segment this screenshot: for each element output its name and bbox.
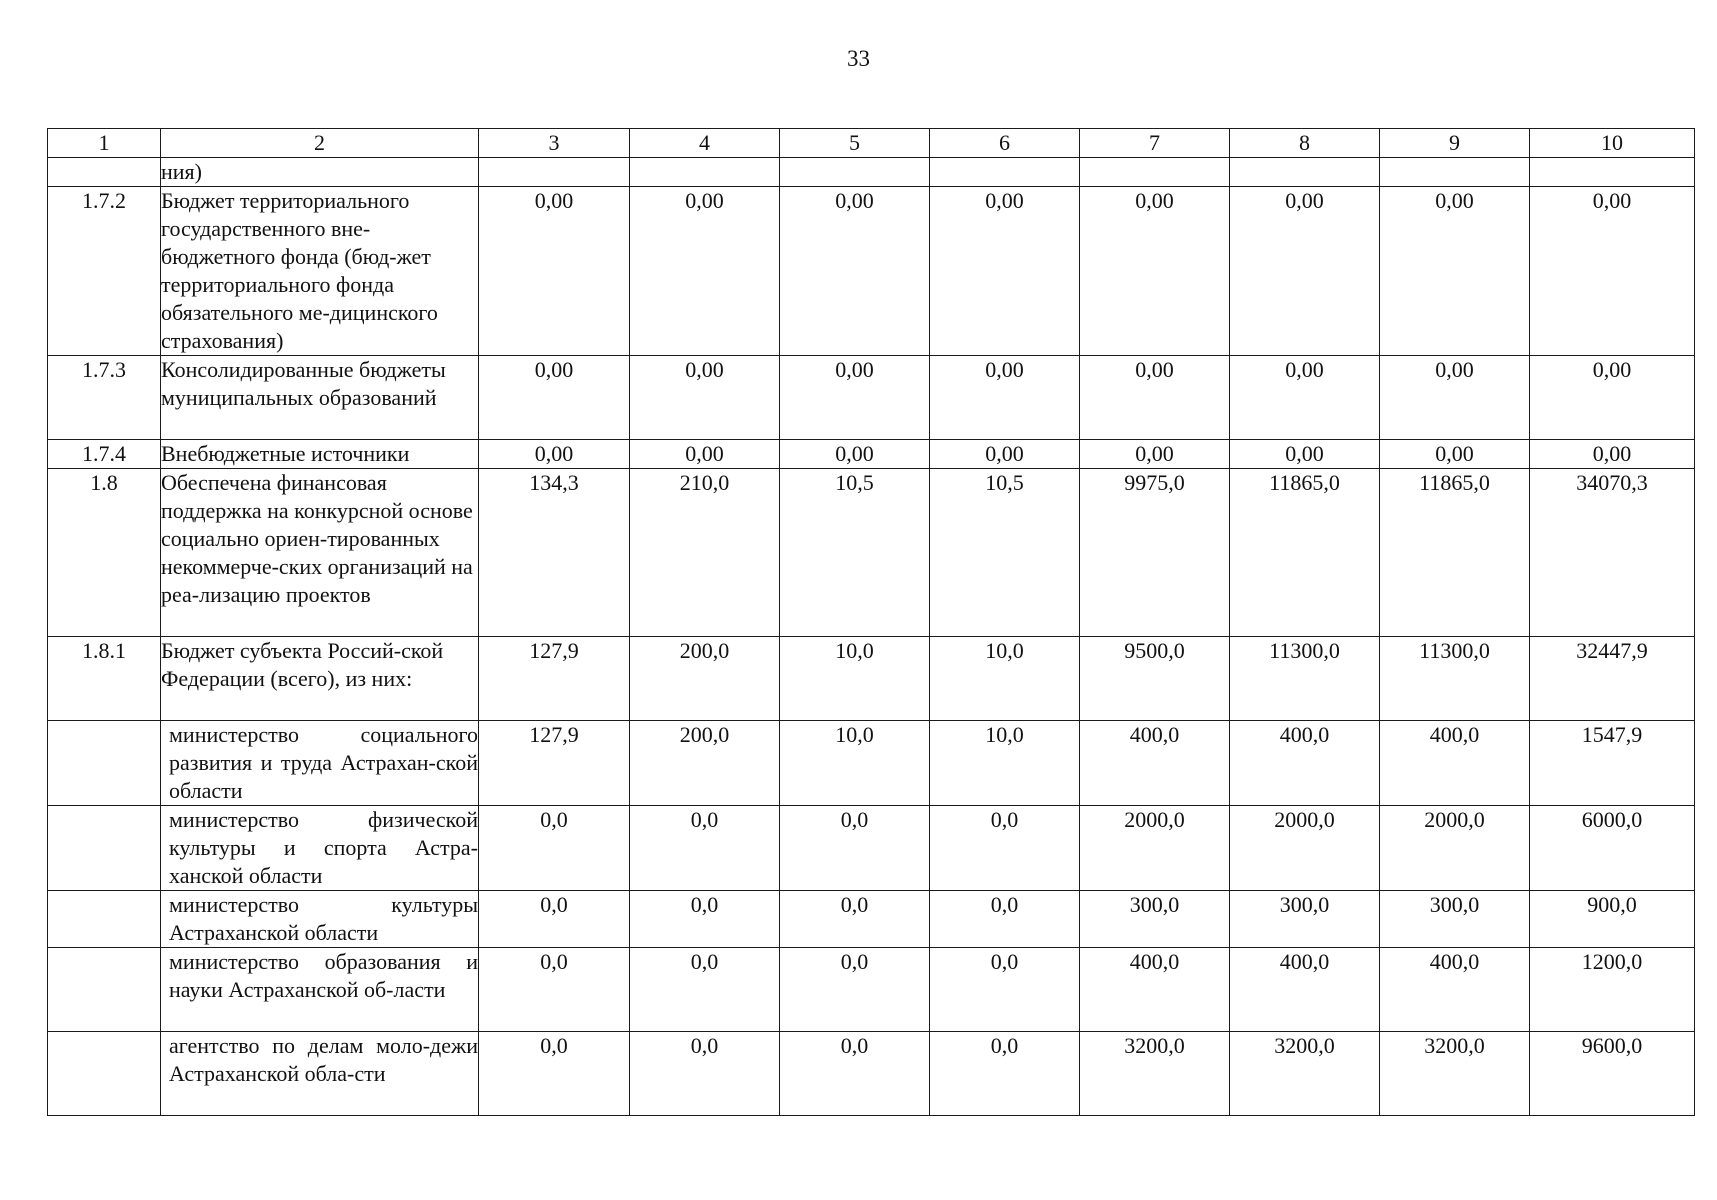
value-cell: 0,00 — [479, 356, 630, 440]
value-cell: 300,0 — [1380, 891, 1530, 948]
value-cell: 2000,0 — [1380, 806, 1530, 891]
value-cell: 0,00 — [780, 356, 930, 440]
value-cell: 0,00 — [479, 440, 630, 469]
column-header: 10 — [1530, 129, 1695, 158]
value-cell: 0,00 — [1230, 440, 1380, 469]
table-row — [48, 806, 1695, 891]
value-cell: 0,0 — [930, 1032, 1080, 1116]
value-cell: 10,5 — [930, 469, 1080, 637]
value-cell: 400,0 — [1080, 721, 1230, 806]
value-cell: 127,9 — [479, 721, 630, 806]
value-cell: 0,00 — [1380, 440, 1530, 469]
table-row — [48, 721, 1695, 806]
value-cell: 0,0 — [479, 806, 630, 891]
value-cell: 0,00 — [1080, 187, 1230, 356]
value-cell: 0,00 — [930, 440, 1080, 469]
value-cell: 400,0 — [1230, 948, 1380, 1032]
row-code-cell — [48, 721, 161, 806]
value-cell: 0,00 — [1230, 187, 1380, 356]
column-header: 6 — [930, 129, 1080, 158]
table-row — [48, 1032, 1695, 1116]
value-cell — [1380, 158, 1530, 187]
value-cell: 0,0 — [780, 806, 930, 891]
column-header: 3 — [479, 129, 630, 158]
value-cell: 0,0 — [780, 1032, 930, 1116]
value-cell: 134,3 — [479, 469, 630, 637]
value-cell: 400,0 — [1230, 721, 1380, 806]
value-cell: 210,0 — [630, 469, 780, 637]
value-cell — [630, 158, 780, 187]
row-name-cell: министерство образования и науки Астраханской об-ласти — [161, 948, 479, 1032]
value-cell: 900,0 — [1530, 891, 1695, 948]
column-header: 9 — [1380, 129, 1530, 158]
row-code-cell: 1.8.1 — [48, 637, 161, 721]
column-header: 1 — [48, 129, 161, 158]
table-row — [48, 948, 1695, 1032]
value-cell: 400,0 — [1380, 948, 1530, 1032]
value-cell: 10,0 — [930, 721, 1080, 806]
column-header: 5 — [780, 129, 930, 158]
row-name-cell: министерство культуры Астраханской области — [161, 891, 479, 948]
table-row — [48, 187, 1695, 356]
value-cell: 0,00 — [479, 187, 630, 356]
row-name-cell: ния) — [161, 158, 479, 187]
page-number: 33 — [847, 46, 870, 71]
value-cell: 11300,0 — [1230, 637, 1380, 721]
value-cell: 0,00 — [630, 187, 780, 356]
budget-table — [47, 128, 1695, 1116]
row-name-cell: министерство физической культуры и спорта Астра-ханской области — [161, 806, 479, 891]
value-cell: 0,00 — [1230, 356, 1380, 440]
value-cell: 0,0 — [930, 891, 1080, 948]
table-row — [48, 356, 1695, 440]
value-cell: 0,00 — [630, 356, 780, 440]
value-cell — [930, 158, 1080, 187]
value-cell: 200,0 — [630, 637, 780, 721]
value-cell: 300,0 — [1230, 891, 1380, 948]
row-name-cell: Бюджет субъекта Россий-ской Федерации (всего), из них: — [161, 637, 479, 721]
value-cell: 0,0 — [780, 891, 930, 948]
column-header: 8 — [1230, 129, 1380, 158]
row-code-cell — [48, 948, 161, 1032]
row-name-cell: Бюджет территориального государственного вне-бюджетного фонда (бюд-жет территориального фонда обязательного ме-дицинского страхования) — [161, 187, 479, 356]
value-cell: 10,5 — [780, 469, 930, 637]
value-cell: 0,00 — [1380, 356, 1530, 440]
row-name-cell: Консолидированные бюджеты муниципальных образований — [161, 356, 479, 440]
value-cell: 0,00 — [780, 440, 930, 469]
row-code-cell — [48, 891, 161, 948]
table-body — [48, 158, 1695, 1116]
value-cell: 200,0 — [630, 721, 780, 806]
column-header: 4 — [630, 129, 780, 158]
value-cell: 0,0 — [930, 806, 1080, 891]
value-cell — [780, 158, 930, 187]
row-code-cell: 1.7.2 — [48, 187, 161, 356]
table-row — [48, 637, 1695, 721]
value-cell: 0,0 — [930, 948, 1080, 1032]
value-cell: 300,0 — [1080, 891, 1230, 948]
value-cell: 0,00 — [930, 187, 1080, 356]
row-code-cell: 1.7.4 — [48, 440, 161, 469]
row-name-cell: Внебюджетные источники — [161, 440, 479, 469]
value-cell: 11865,0 — [1230, 469, 1380, 637]
table-row — [48, 891, 1695, 948]
column-header: 2 — [161, 129, 479, 158]
value-cell: 3200,0 — [1380, 1032, 1530, 1116]
table-row — [48, 469, 1695, 637]
value-cell — [1080, 158, 1230, 187]
value-cell: 1547,9 — [1530, 721, 1695, 806]
value-cell: 9500,0 — [1080, 637, 1230, 721]
value-cell: 0,0 — [780, 948, 930, 1032]
value-cell: 0,0 — [479, 891, 630, 948]
value-cell: 34070,3 — [1530, 469, 1695, 637]
value-cell: 11865,0 — [1380, 469, 1530, 637]
table-row — [48, 440, 1695, 469]
value-cell: 0,00 — [1530, 187, 1695, 356]
value-cell: 6000,0 — [1530, 806, 1695, 891]
value-cell: 3200,0 — [1230, 1032, 1380, 1116]
value-cell: 127,9 — [479, 637, 630, 721]
value-cell: 0,00 — [780, 187, 930, 356]
value-cell: 400,0 — [1080, 948, 1230, 1032]
value-cell: 400,0 — [1380, 721, 1530, 806]
row-code-cell: 1.8 — [48, 469, 161, 637]
row-code-cell — [48, 1032, 161, 1116]
value-cell: 0,0 — [630, 1032, 780, 1116]
value-cell: 3200,0 — [1080, 1032, 1230, 1116]
value-cell: 0,00 — [1530, 356, 1695, 440]
table-row — [48, 158, 1695, 187]
value-cell — [1530, 158, 1695, 187]
column-header: 7 — [1080, 129, 1230, 158]
value-cell: 2000,0 — [1230, 806, 1380, 891]
value-cell: 2000,0 — [1080, 806, 1230, 891]
value-cell: 0,00 — [1530, 440, 1695, 469]
value-cell: 0,0 — [630, 806, 780, 891]
value-cell: 10,0 — [930, 637, 1080, 721]
value-cell: 0,00 — [630, 440, 780, 469]
value-cell: 10,0 — [780, 721, 930, 806]
header-row — [48, 129, 1695, 158]
table-header — [48, 129, 1695, 158]
value-cell: 0,00 — [1080, 356, 1230, 440]
value-cell: 0,0 — [479, 948, 630, 1032]
row-code-cell — [48, 158, 161, 187]
row-name-cell: министерство социального развития и труда Астрахан-ской области — [161, 721, 479, 806]
row-code-cell — [48, 806, 161, 891]
value-cell: 0,0 — [630, 891, 780, 948]
value-cell: 9975,0 — [1080, 469, 1230, 637]
value-cell: 32447,9 — [1530, 637, 1695, 721]
value-cell — [1230, 158, 1380, 187]
row-name-cell: Обеспечена финансовая поддержка на конкурсной основе социально ориен-тированных некоммерче-ских организаций на реа-лизацию проектов — [161, 469, 479, 637]
value-cell: 11300,0 — [1380, 637, 1530, 721]
row-name-cell: агентство по делам моло-дежи Астраханской обла-сти — [161, 1032, 479, 1116]
value-cell: 0,00 — [1080, 440, 1230, 469]
value-cell: 0,00 — [1380, 187, 1530, 356]
row-code-cell: 1.7.3 — [48, 356, 161, 440]
value-cell: 0,00 — [930, 356, 1080, 440]
value-cell: 1200,0 — [1530, 948, 1695, 1032]
value-cell — [479, 158, 630, 187]
value-cell: 9600,0 — [1530, 1032, 1695, 1116]
value-cell: 0,0 — [479, 1032, 630, 1116]
value-cell: 0,0 — [630, 948, 780, 1032]
value-cell: 10,0 — [780, 637, 930, 721]
